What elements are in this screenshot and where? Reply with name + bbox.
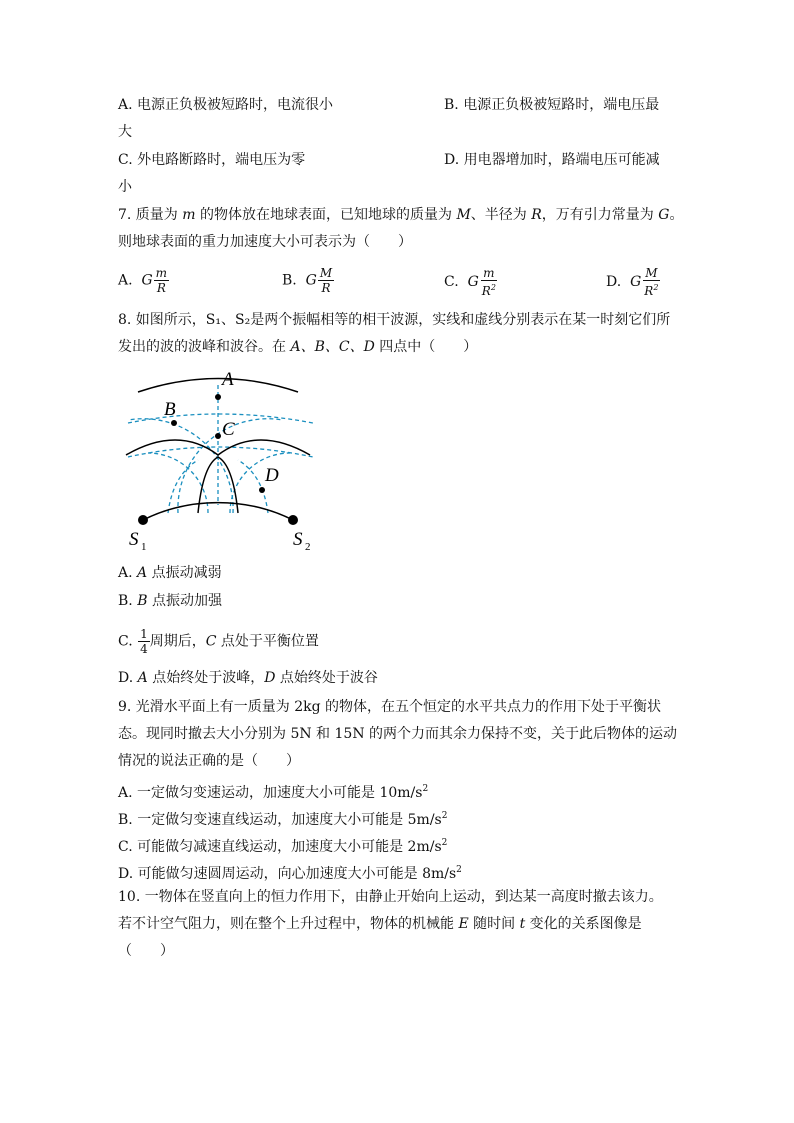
q7-option-d: D. G $\frac{M}{R^2}$: [606, 266, 659, 298]
q7-stem-line2: 则地球表面的重力加速度大小可表示为（ ）: [118, 234, 412, 250]
source-s2-dot: [288, 515, 298, 525]
lower-left-trough: [168, 460, 198, 513]
q8-stem-line2: 发出的波的波峰和波谷。在 A、B、C、D 四点中（ ）: [118, 339, 478, 355]
label-c: C: [222, 419, 235, 440]
point-b-dot: [171, 420, 177, 426]
q7-option-a: A. G $\frac{m}{R}$: [118, 266, 168, 295]
q9-option-d: D. 可能做匀速圆周运动，向心加速度大小可能是 $8m/s^2$: [118, 865, 462, 882]
q6-option-b: B. 电源正负极被短路时，端电压最: [444, 97, 660, 113]
source-s1-dot: [138, 515, 148, 525]
q9-option-b: B. 一定做匀变速直线运动，加速度大小可能是 $5m/s^2$: [118, 811, 448, 828]
q8-option-a: A. A 点振动减弱: [118, 565, 222, 581]
q6-option-b-continued: 大: [118, 124, 132, 140]
q10-stem-line2: 若不计空气阻力，则在整个上升过程中，物体的机械能 E 随时间 t 变化的关系图像是: [118, 916, 642, 932]
q7-option-c: C. G $\frac{m}{R^2}$: [444, 266, 496, 298]
label-s1-sub: 1: [141, 541, 147, 553]
q9-stem-line2: 态。现同时撤去大小分别为 5N 和 15N 的两个力而其余力保持不变，关于此后物体的运动: [118, 726, 678, 742]
q7-option-b: B. G $\frac{M}{R}$: [282, 266, 333, 295]
q6-option-d-continued: 小: [118, 179, 132, 195]
q6-option-a: A. 电源正负极被短路时，电流很小: [118, 97, 334, 113]
wave-interference-diagram: [118, 365, 328, 557]
big-arc: [143, 503, 293, 520]
upper-trough-curve: [128, 414, 313, 423]
point-d-dot: [259, 487, 265, 493]
q9-stem-line1: 9. 光滑水平面上有一质量为 2kg 的物体，在五个恒定的水平共点力的作用下处于平衡状: [118, 699, 662, 715]
s1-trough-outer: [128, 419, 233, 513]
point-a-dot: [215, 394, 221, 400]
q6-option-c: C. 外电路断路时，端电压为零: [118, 152, 306, 168]
q6-option-d: D. 用电器增加时，路端电压可能减: [444, 152, 660, 168]
q8-stem-line1: 8. 如图所示，S₁、S₂是两个振幅相等的相干波源，实线和虚线分别表示在某一时刻它们所: [118, 312, 671, 328]
trough-lines: [128, 385, 313, 513]
label-s1: S: [129, 529, 139, 550]
q8-option-b: B. B 点振动加强: [118, 593, 222, 609]
q9-option-a: A. 一定做匀变速运动，加速度大小可能是 $10m/s^2$: [118, 784, 429, 801]
q7-stem-line1: 7. 质量为 m 的物体放在地球表面，已知地球的质量为 M、半径为 R，万有引力常量为 G。: [118, 207, 684, 223]
lower-right-trough: [238, 460, 268, 513]
q10-stem-line1: 10. 一物体在竖直向上的恒力作用下，由静止开始向上运动，到达某一高度时撤去该力。: [118, 889, 663, 905]
label-s2-sub: 2: [305, 541, 311, 553]
q9-option-c: C. 可能做匀减速直线运动，加速度大小可能是 $2m/s^2$: [118, 838, 448, 855]
q10-stem-line3: （ ）: [118, 943, 174, 959]
point-c-dot: [215, 433, 221, 439]
label-d: D: [265, 465, 279, 486]
label-a: A: [222, 369, 234, 390]
q8-option-d: D. A 点始终处于波峰，D 点始终处于波谷: [118, 670, 378, 686]
label-s2: S: [293, 529, 303, 550]
label-b: B: [164, 399, 176, 420]
q8-option-c: C. $\frac{1}{4}$ 周期后，C 点处于平衡位置: [118, 627, 319, 656]
q9-stem-line3: 情况的说法正确的是（ ）: [118, 753, 300, 769]
mid-trough-curve: [128, 447, 313, 457]
